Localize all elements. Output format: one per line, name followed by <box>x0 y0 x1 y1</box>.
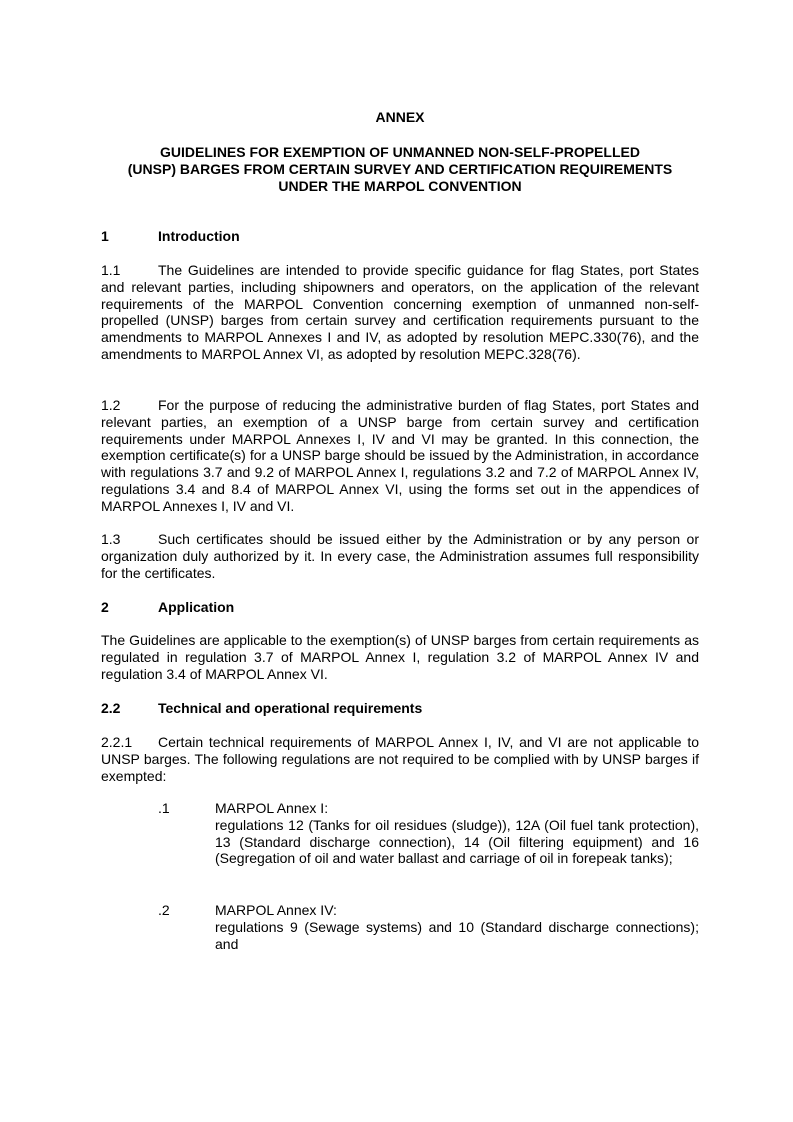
paragraph-number: 2.2.1 <box>101 734 133 750</box>
title-line: GUIDELINES FOR EXEMPTION OF UNMANNED NON-SELF-PROPELLED <box>160 144 640 160</box>
paragraph-text: Such certificates should be issued either by the Administration or by any person or organization duly authorized by it. In every case, the Administration assumes full responsibility for the certificates. <box>101 531 699 581</box>
section-title: Application <box>158 599 235 615</box>
item-heading: MARPOL Annex IV: <box>215 902 337 918</box>
section-number: 2.2 <box>101 700 121 716</box>
title-line: (UNSP) BARGES FROM CERTAIN SURVEY AND CERTIFICATION REQUIREMENTS <box>127 160 673 177</box>
item-number: .1 <box>158 800 170 816</box>
paragraph-2-2-1 <box>101 734 699 784</box>
section-heading-introduction <box>101 228 699 245</box>
paragraph-number: 1.3 <box>101 531 121 547</box>
paragraph-number: 1.2 <box>101 397 121 413</box>
paragraph-text: The Guidelines are intended to provide specific guidance for flag States, port States and relevant parties, including shipowners and operators, on the application of the relevant requirements of the MARPOL Convention concerning exemption of unmanned non-self-propelled (UNSP) barges from certain survey and certification requirements pursuant to the amendments to MARPOL Annexes I and IV, as adopted by resolution MEPC.330(76), and the amendments to MARPOL Annex VI, as adopted by resolution MEPC.328(76). <box>101 262 699 362</box>
item-heading: MARPOL Annex I: <box>215 800 329 816</box>
paragraph-number: 1.1 <box>101 262 121 278</box>
paragraph-text: Certain technical requirements of MARPOL Annex I, IV, and VI are not applicable to UNSP barges. The following regulations are not required to be complied with by UNSP barges if exempted: <box>101 734 699 784</box>
title-line: UNDER THE MARPOL CONVENTION <box>278 177 522 194</box>
document-title <box>101 144 699 194</box>
paragraph-1-2 <box>101 397 699 515</box>
paragraph-1-3 <box>101 531 699 581</box>
list-item <box>158 902 699 952</box>
section-heading-application <box>101 599 699 616</box>
item-text: regulations 12 (Tanks for oil residues (sludge)), 12A (Oil fuel tank protection), 13 (Standard discharge connection), 14 (Oil filtering equipment) and 16 (Segregation of oil and water ballast and carriage of oil in forepeak tanks); <box>215 816 699 867</box>
item-text: regulations 9 (Sewage systems) and 10 (Standard discharge connections); and <box>215 918 699 952</box>
paragraph-2 <box>101 632 699 682</box>
paragraph-1-1 <box>101 262 699 363</box>
list-item <box>158 800 699 867</box>
section-heading-technical <box>101 700 699 717</box>
item-number: .2 <box>158 902 170 918</box>
section-number: 2 <box>101 599 109 615</box>
annex-label: ANNEX <box>375 109 425 125</box>
paragraph-text: For the purpose of reducing the administrative burden of flag States, port States and relevant parties, an exemption of a UNSP barge from certain survey and certification requirements under MARPOL Annexes I, IV and VI may be granted. In this connection, the exemption certificate(s) for a UNSP barge should be issued by the Administration, in accordance with regulations 3.7 and 9.2 of MARPOL Annex I, regulations 3.2 and 7.2 of MARPOL Annex IV, regulations 3.4 and 8.4 of MARPOL Annex VI, using the forms set out in the appendices of MARPOL Annexes I, IV and VI. <box>101 397 699 514</box>
section-number: 1 <box>101 228 109 244</box>
paragraph-text: The Guidelines are applicable to the exemption(s) of UNSP barges from certain requirements as regulated in regulation 3.7 of MARPOL Annex I, regulation 3.2 of MARPOL Annex IV and regulation 3.4 of MARPOL Annex VI. <box>101 632 699 682</box>
section-title: Technical and operational requirements <box>158 700 423 716</box>
section-title: Introduction <box>158 228 240 244</box>
